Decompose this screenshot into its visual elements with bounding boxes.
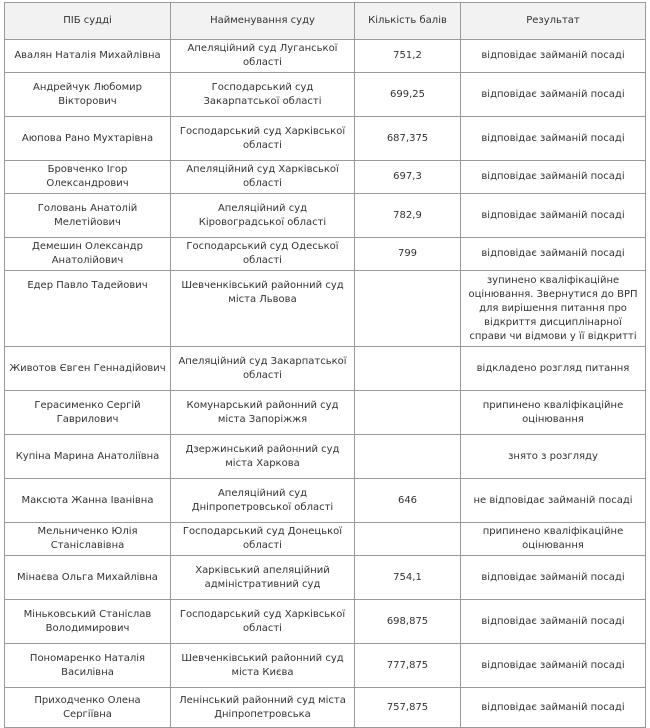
table-row <box>5 479 646 523</box>
cell-name: Бровченко Ігор Олександрович <box>5 161 171 194</box>
cell-name: Мінаєва Ольга Михайлівна <box>5 556 171 600</box>
cell-result: відповідає займаній посаді <box>461 161 646 194</box>
cell-court: Апеляційний суд Луганської області <box>171 40 355 73</box>
header-row <box>5 3 646 40</box>
cell-name: Андрейчук Любомир Вікторович <box>5 73 171 117</box>
table-row <box>5 523 646 556</box>
cell-result: припинено кваліфікаційне оцінювання <box>461 523 646 556</box>
cell-score: 751,2 <box>355 40 461 73</box>
table-row <box>5 600 646 644</box>
table-row <box>5 688 646 728</box>
cell-score <box>355 523 461 556</box>
cell-name: Головань Анатолій Мелетійович <box>5 194 171 238</box>
cell-score <box>355 347 461 391</box>
table-row <box>5 435 646 479</box>
cell-result: відповідає займаній посаді <box>461 73 646 117</box>
header-name: ПІБ судді <box>5 3 171 40</box>
cell-name: Аюпова Рано Мухтарівна <box>5 117 171 161</box>
cell-result: відповідає займаній посаді <box>461 600 646 644</box>
cell-score: 782,9 <box>355 194 461 238</box>
cell-name: Приходченко Олена Сергіївна <box>5 688 171 728</box>
cell-result: не відповідає займаній посаді <box>461 479 646 523</box>
cell-result: відповідає займаній посаді <box>461 40 646 73</box>
cell-court: Господарський суд Харківської області <box>171 117 355 161</box>
header-court: Найменування суду <box>171 3 355 40</box>
cell-score <box>355 391 461 435</box>
cell-court: Господарський суд Харківської області <box>171 600 355 644</box>
cell-score: 687,375 <box>355 117 461 161</box>
header-result: Результат <box>461 3 646 40</box>
table-row <box>5 117 646 161</box>
cell-score: 697,3 <box>355 161 461 194</box>
cell-result: відповідає займаній посаді <box>461 238 646 271</box>
cell-court: Харківський апеляційний адміністративний суд <box>171 556 355 600</box>
cell-name: Демешин Олександр Анатолійович <box>5 238 171 271</box>
cell-result: зупинено кваліфікаційне оцінювання. Звернутися до ВРП для вирішення питання про відкриття дисциплінарної справи чи відмови у її відкритті <box>461 271 646 347</box>
cell-court: Дзержинський районний суд міста Харкова <box>171 435 355 479</box>
table-row <box>5 161 646 194</box>
cell-court: Апеляційний суд Кіровоградської області <box>171 194 355 238</box>
table-row <box>5 73 646 117</box>
cell-court: Шевченківський районний суд міста Києва <box>171 644 355 688</box>
table-body <box>5 40 646 728</box>
table-row <box>5 271 646 347</box>
cell-score: 646 <box>355 479 461 523</box>
cell-court: Апеляційний суд Закарпатської області <box>171 347 355 391</box>
cell-name: Купіна Марина Анатоліївна <box>5 435 171 479</box>
table-row <box>5 644 646 688</box>
cell-score <box>355 271 461 347</box>
cell-score: 698,875 <box>355 600 461 644</box>
cell-score <box>355 435 461 479</box>
cell-score: 757,875 <box>355 688 461 728</box>
cell-score: 754,1 <box>355 556 461 600</box>
cell-name: Пономаренко Наталія Василівна <box>5 644 171 688</box>
table-row <box>5 238 646 271</box>
cell-court: Апеляційний суд Харківської області <box>171 161 355 194</box>
cell-result: знято з розгляду <box>461 435 646 479</box>
cell-court: Господарський суд Закарпатської області <box>171 73 355 117</box>
cell-result: припинено кваліфікаційне оцінювання <box>461 391 646 435</box>
cell-name: Міньковський Станіслав Володимирович <box>5 600 171 644</box>
cell-result: відповідає займаній посаді <box>461 117 646 161</box>
cell-name: Герасименко Сергій Гаврилович <box>5 391 171 435</box>
cell-score: 777,875 <box>355 644 461 688</box>
cell-result: відповідає займаній посаді <box>461 688 646 728</box>
table-row <box>5 40 646 73</box>
cell-name: Максюта Жанна Іванівна <box>5 479 171 523</box>
cell-name: Животов Євген Геннадійович <box>5 347 171 391</box>
table-row <box>5 347 646 391</box>
cell-court: Господарський суд Донецької області <box>171 523 355 556</box>
cell-score: 699,25 <box>355 73 461 117</box>
cell-name: Мельниченко Юлія Станіславівна <box>5 523 171 556</box>
table-row <box>5 194 646 238</box>
cell-result: відповідає займаній посаді <box>461 556 646 600</box>
cell-court: Комунарський районний суд міста Запоріжжя <box>171 391 355 435</box>
cell-result: відповідає займаній посаді <box>461 644 646 688</box>
cell-court: Ленінський районний суд міста Дніпропетровська <box>171 688 355 728</box>
table-row <box>5 391 646 435</box>
cell-court: Господарський суд Одеської області <box>171 238 355 271</box>
cell-court: Апеляційний суд Дніпропетровської області <box>171 479 355 523</box>
cell-result: відкладено розгляд питання <box>461 347 646 391</box>
table-row <box>5 556 646 600</box>
cell-result: відповідає займаній посаді <box>461 194 646 238</box>
cell-score: 799 <box>355 238 461 271</box>
cell-name: Едер Павло Тадейович <box>5 271 171 347</box>
cell-name: Авалян Наталія Михайлівна <box>5 40 171 73</box>
header-score: Кількість балів <box>355 3 461 40</box>
results-table <box>4 2 646 728</box>
cell-court: Шевченківський районний суд міста Львова <box>171 271 355 347</box>
